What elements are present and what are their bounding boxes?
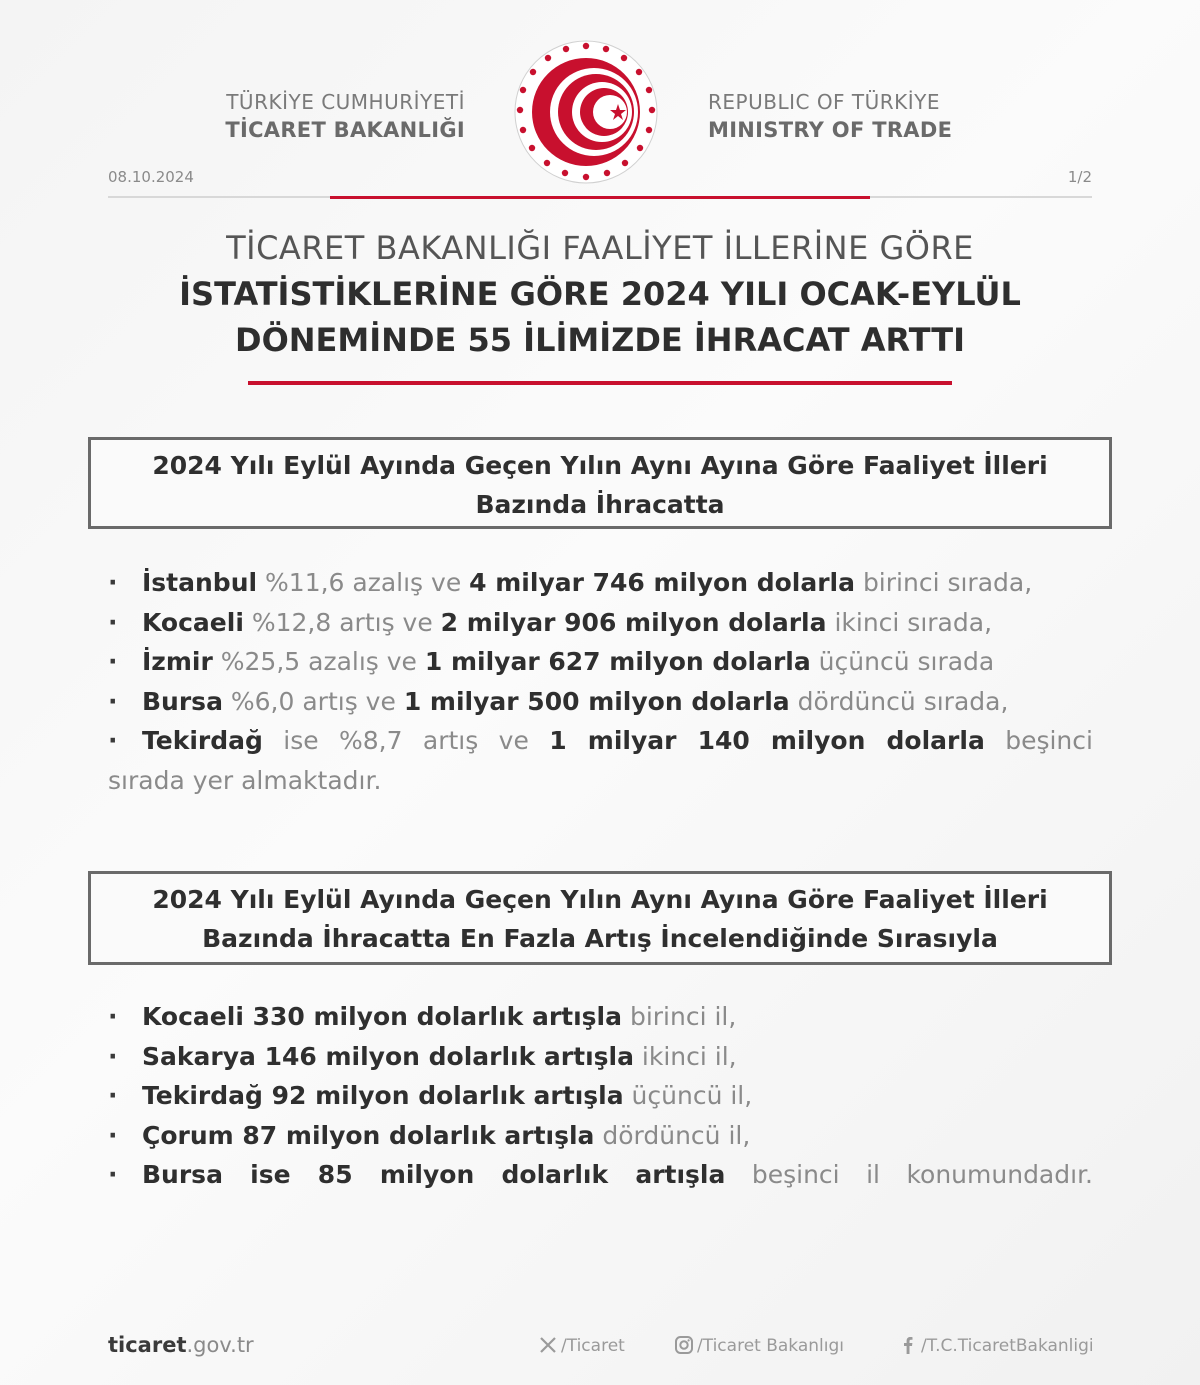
header-left-org [225,88,465,144]
list-item [108,1037,1093,1077]
header-ministry-en: MINISTRY OF TRADE [708,118,953,142]
list-continuation: sırada yer almaktadır. [108,765,382,795]
ministry-emblem-icon [512,38,660,186]
title-accent-divider [248,381,952,385]
header-country-tr: TÜRKİYE CUMHURİYETİ [226,90,465,114]
bullet-icon: · [108,686,118,716]
increase-text: Kocaeli 330 milyon dolarlık artışla [142,1002,622,1031]
rank-text: dördüncü sırada, [797,686,1009,716]
rank-text: birinci il, [629,1002,737,1031]
list-item [108,1116,1093,1156]
facebook-icon [898,1335,918,1355]
list-item [108,603,1093,643]
footer [108,1333,1098,1363]
title-line-3: DÖNEMİNDE 55 İLİMİZDE İHRACAT ARTTI [235,321,965,359]
header-ministry-tr: TİCARET BAKANLIĞI [225,118,465,142]
rank-text: dördüncü il, [602,1120,751,1150]
section2-heading-line-1: 2024 Yılı Eylül Ayında Geçen Yılın Aynı Ayına Göre Faaliyet İlleri [152,885,1048,914]
city-name: Tekirdağ [142,726,263,755]
x-handle: /Ticaret [561,1336,625,1356]
website-link[interactable] [108,1333,254,1357]
rank-text: ikinci sırada, [834,607,993,637]
website-domain: .gov.tr [186,1333,254,1357]
section1-list [108,563,1093,800]
section2-list [108,997,1093,1195]
list-item [108,642,1093,682]
rank-text: ikinci il, [641,1041,737,1071]
list-item [108,721,1093,761]
amount-text: 1 milyar 627 milyon dolarla [424,647,811,676]
bullet-icon: · [108,1002,118,1031]
rank-text: birinci sırada, [862,568,1033,597]
list-item [108,997,1093,1037]
bullet-icon: · [108,568,118,597]
increase-text: Tekirdağ 92 milyon dolarlık artışla [142,1081,624,1110]
website-name: ticaret [108,1333,187,1357]
title-line-2: İSTATİSTİKLERİNE GÖRE 2024 YILI OCAK-EYLÜL [179,275,1021,313]
rank-text: beşinci il konumundadır. [751,1160,1093,1189]
bullet-icon: · [108,1160,118,1189]
list-item [108,563,1093,603]
section2-heading-line-2: Bazında İhracatta En Fazla Artış İncelendiğinde Sırasıyla [202,924,998,953]
instagram-icon [674,1335,694,1355]
instagram-handle: /Ticaret Bakanlıgı [697,1336,844,1356]
list-item [108,1155,1093,1195]
facebook-link[interactable] [898,1335,1094,1356]
section1-heading-line-2: Bazında İhracatta [475,490,725,519]
increase-text: Bursa ise 85 milyon dolarlık artışla [142,1160,726,1189]
bullet-icon: · [108,607,118,637]
rank-text: üçüncü sırada [818,647,995,676]
amount-text: 4 milyar 746 milyon dolarla [469,568,855,597]
list-item [108,1076,1093,1116]
section1-heading-box [88,437,1112,529]
instagram-link[interactable] [674,1335,844,1356]
city-name: İstanbul [142,568,258,597]
facebook-handle: /T.C.TicaretBakanligi [921,1336,1094,1356]
header-accent-divider [330,196,870,199]
bullet-icon: · [108,1081,118,1110]
amount-text: 1 milyar 500 milyon dolarla [403,686,790,716]
city-name: Kocaeli [142,607,244,637]
amount-text: 1 milyar 140 milyon dolarla [549,726,985,755]
bullet-icon: · [108,1120,118,1150]
section1-heading-line-1: 2024 Yılı Eylül Ayında Geçen Yılın Aynı Ayına Göre Faaliyet İlleri [152,451,1048,480]
section2-heading-box [88,871,1112,965]
x-link[interactable] [538,1335,625,1356]
increase-text: Çorum 87 milyon dolarlık artışla [142,1120,595,1150]
release-date: 08.10.2024 [108,168,194,186]
bullet-icon: · [108,647,118,676]
change-text: ise %8,7 artış ve [283,726,529,755]
list-item [108,682,1093,722]
page-title [60,225,1140,363]
rank-text: üçüncü il, [631,1081,753,1110]
header-right-org [708,88,952,144]
page-indicator: 1/2 [1067,168,1092,186]
rank-text: beşinci [1005,726,1093,755]
meta-row [108,168,1092,194]
city-name: İzmir [142,647,213,676]
x-icon [538,1335,558,1355]
change-text: %6,0 artış ve [230,686,396,716]
title-line-1: TİCARET BAKANLIĞI FAALİYET İLLERİNE GÖRE [226,229,974,267]
change-text: %25,5 azalış ve [220,647,417,676]
change-text: %12,8 artış ve [251,607,433,637]
header [0,18,1200,178]
amount-text: 2 milyar 906 milyon dolarla [440,607,827,637]
header-country-en: REPUBLIC OF TÜRKİYE [708,90,941,114]
increase-text: Sakarya 146 milyon dolarlık artışla [142,1041,634,1071]
bullet-icon: · [108,1041,118,1071]
city-name: Bursa [142,686,223,716]
bullet-icon: · [108,726,118,755]
change-text: %11,6 azalış ve [265,568,462,597]
